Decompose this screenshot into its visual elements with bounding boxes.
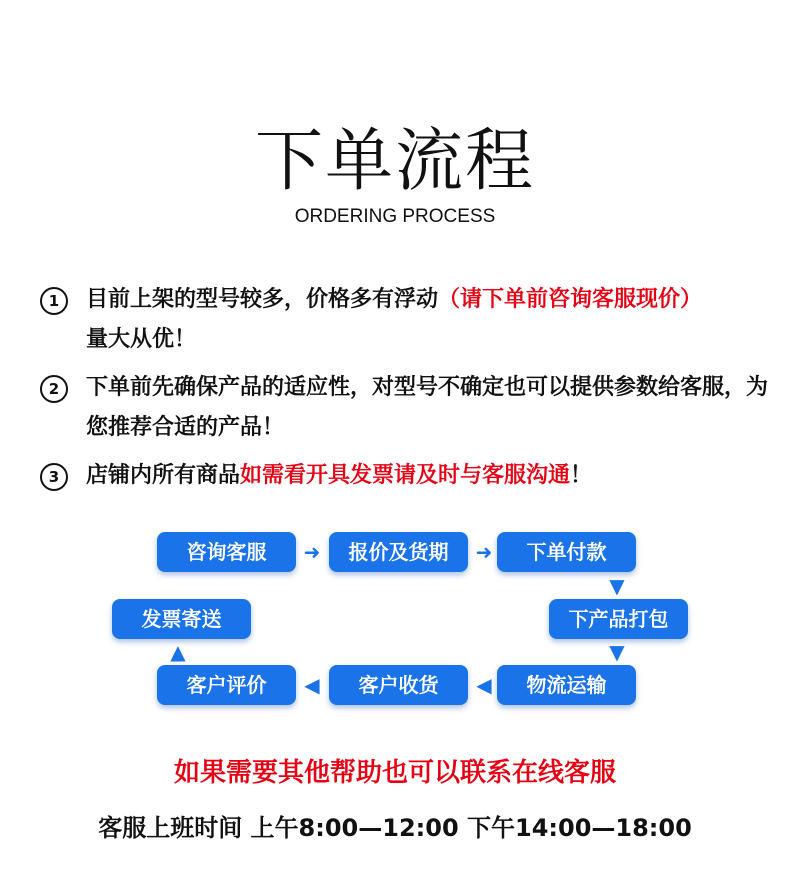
note-text: 店铺内所有商品 (86, 463, 241, 488)
service-hours: 客服上班时间 上午8:00—12:00 下午14:00—18:00 (98, 814, 692, 842)
flow-step-quote: 报价及货期 (329, 532, 468, 572)
note-text-continued: 量大从优！ (86, 327, 197, 352)
flow-step-payment: 下单付款 (497, 532, 636, 572)
note-text-end: ！ (570, 463, 593, 488)
flow-step-consult: 咨询客服 (157, 532, 296, 572)
arrow-down-icon: ▼ (609, 574, 625, 598)
help-text: 如果需要其他帮助也可以联系在线客服 (173, 758, 616, 788)
page-subtitle: ORDERING PROCESS (294, 206, 496, 227)
flow-step-shipping: 物流运输 (497, 665, 636, 705)
note-text: 目前上架的型号较多，价格多有浮动 (86, 287, 439, 312)
arrow-left-icon: ◀ (476, 673, 492, 697)
page-title: 下单流程 (254, 122, 535, 201)
flow-step-packing: 下产品打包 (549, 599, 688, 639)
arrow-down-icon: ▼ (609, 640, 625, 664)
note-highlight: （请下单前咨询客服现价） (438, 287, 703, 312)
circled-number-1: 1 (40, 287, 68, 315)
arrow-right-icon: ➜ (303, 540, 321, 564)
circled-number-2: 2 (40, 375, 68, 403)
circled-number-3: 3 (40, 463, 68, 491)
note-text: 下单前先确保产品的适应性，对型号不确定也可以提供参数给客服，为您推荐合适的产品！ (86, 375, 769, 440)
flow-step-invoice: 发票寄送 (112, 599, 251, 639)
arrow-right-icon: ➜ (475, 540, 493, 564)
flow-step-receipt: 客户收货 (329, 665, 468, 705)
arrow-left-icon: ◀ (304, 673, 320, 697)
note-highlight: 如需看开具发票请及时与客服沟通 (240, 463, 571, 488)
flow-step-review: 客户评价 (157, 665, 296, 705)
arrow-up-icon: ▲ (170, 640, 186, 664)
